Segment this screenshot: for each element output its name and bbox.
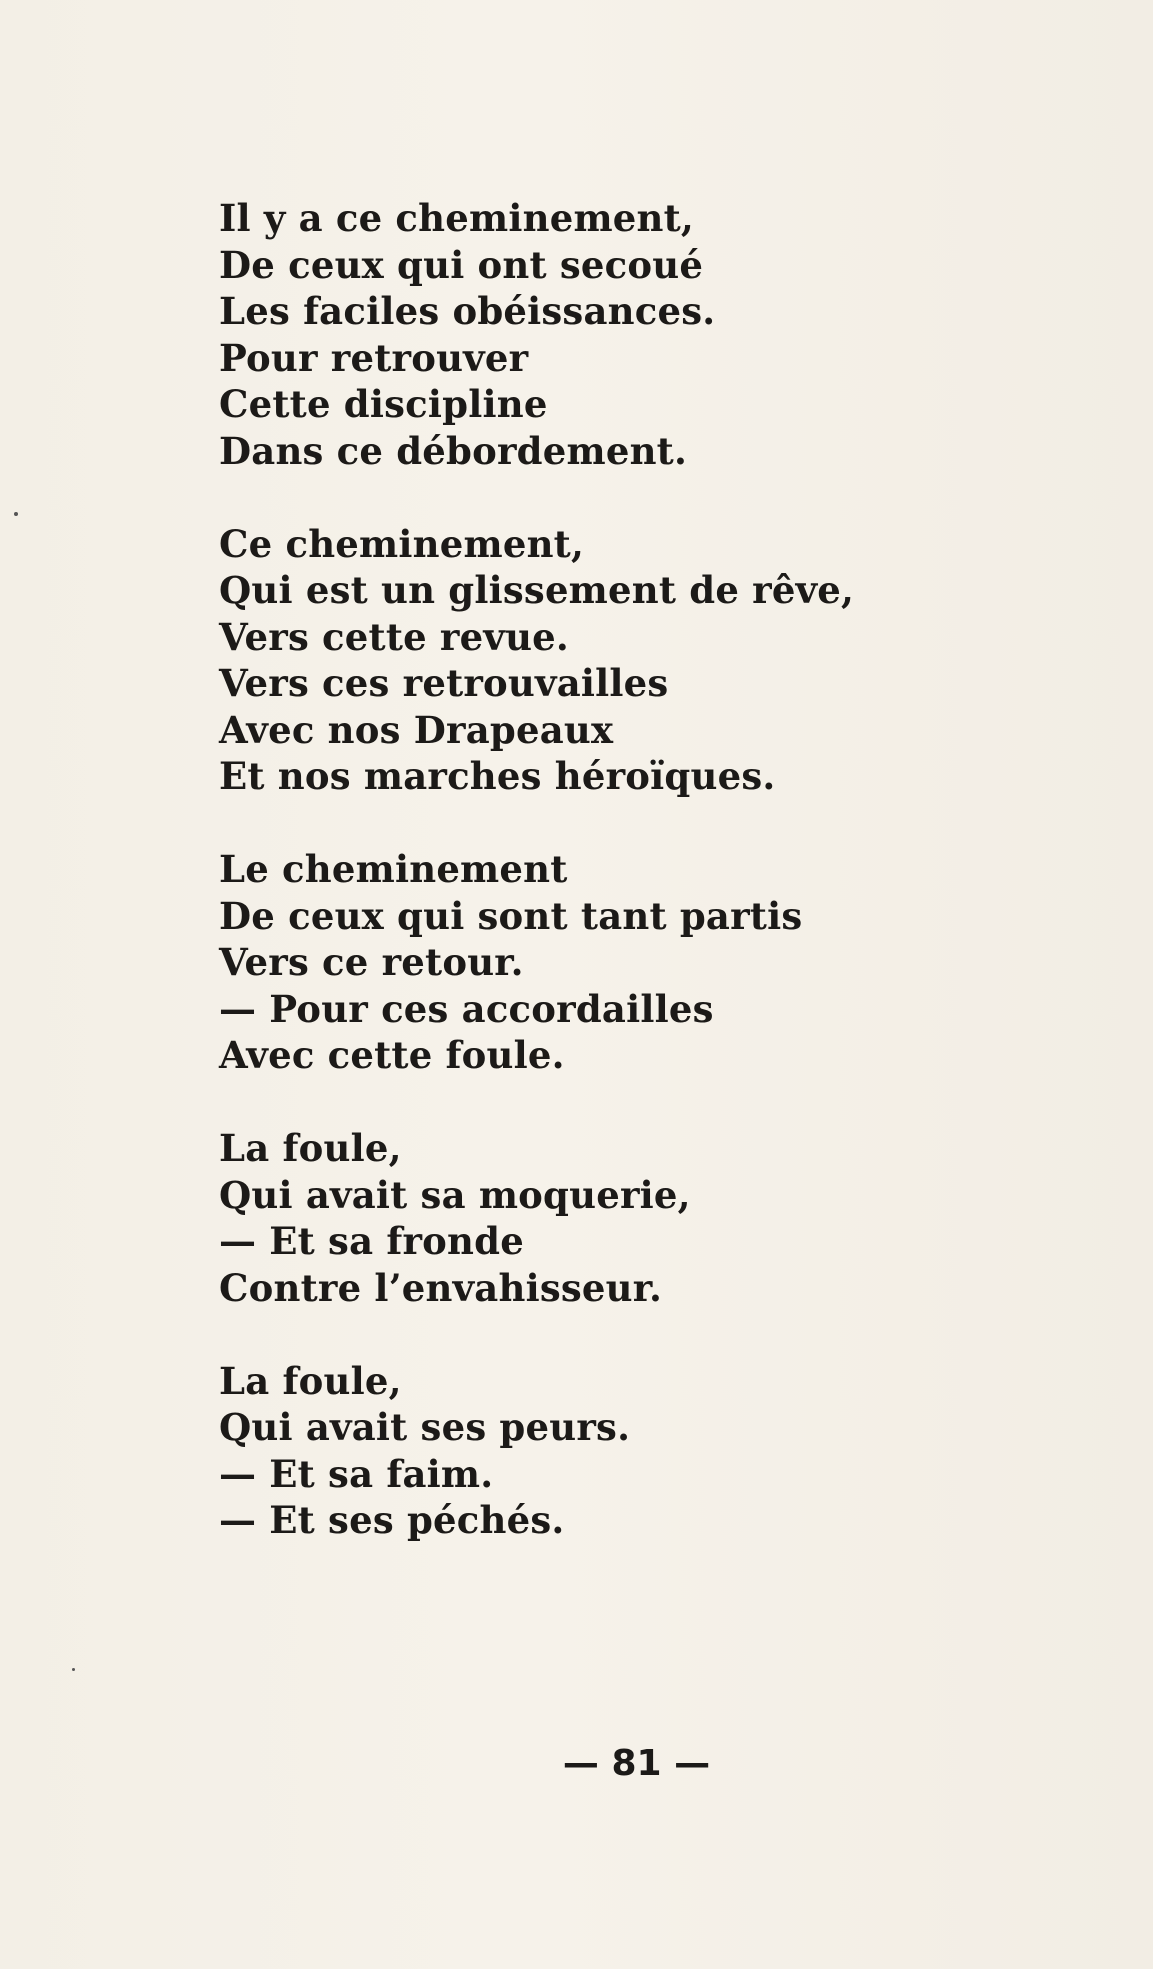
poem-line: Il y a ce cheminement, bbox=[219, 196, 695, 240]
poem-line: Qui avait sa moquerie, bbox=[219, 1172, 691, 1217]
poem-line: — Et sa faim. bbox=[219, 1451, 494, 1496]
poem-line: Le cheminement bbox=[219, 847, 568, 891]
poem-line: Qui est un glissement de rêve, bbox=[219, 568, 855, 612]
poem-line: De ceux qui ont secoué bbox=[219, 242, 704, 287]
poem-line: Avec nos Drapeaux bbox=[219, 707, 614, 752]
poem-line: — Pour ces accordailles bbox=[219, 986, 714, 1031]
stanza-4 bbox=[219, 1125, 1079, 1311]
poem-line: Contre l’envahisseur. bbox=[219, 1265, 663, 1310]
poem-line: Vers cette revue. bbox=[219, 614, 569, 659]
poem-line: Et nos marches héroïques. bbox=[219, 754, 776, 798]
poem-line: Vers ces retrouvailles bbox=[219, 661, 669, 705]
poem-line: Avec cette foule. bbox=[219, 1033, 565, 1077]
poem-text bbox=[219, 195, 1079, 1590]
poem-line: Cette discipline bbox=[219, 382, 548, 426]
poem-line: Vers ce retour. bbox=[219, 940, 524, 984]
poem-line: — Et sa fronde bbox=[219, 1219, 524, 1263]
page-number: — 81 — bbox=[562, 1743, 711, 1784]
stanza-2 bbox=[219, 521, 1079, 800]
poem-line: De ceux qui sont tant partis bbox=[219, 893, 803, 938]
paper-speck bbox=[72, 1668, 75, 1671]
poem-line: Les faciles obéissances. bbox=[219, 289, 716, 333]
poem-line: Ce cheminement, bbox=[219, 521, 585, 566]
poem-line: Dans ce débordement. bbox=[219, 428, 688, 473]
poem-line: Pour retrouver bbox=[219, 335, 529, 380]
paper-speck bbox=[14, 512, 18, 516]
stanza-1 bbox=[219, 195, 1079, 474]
poem-line: — Et ses péchés. bbox=[219, 1498, 565, 1542]
stanza-3 bbox=[219, 846, 1079, 1079]
poem-line: La foule, bbox=[219, 1358, 402, 1403]
poem-line: La foule, bbox=[219, 1126, 402, 1170]
stanza-5 bbox=[219, 1358, 1079, 1544]
poem-line: Qui avait ses peurs. bbox=[219, 1405, 631, 1449]
